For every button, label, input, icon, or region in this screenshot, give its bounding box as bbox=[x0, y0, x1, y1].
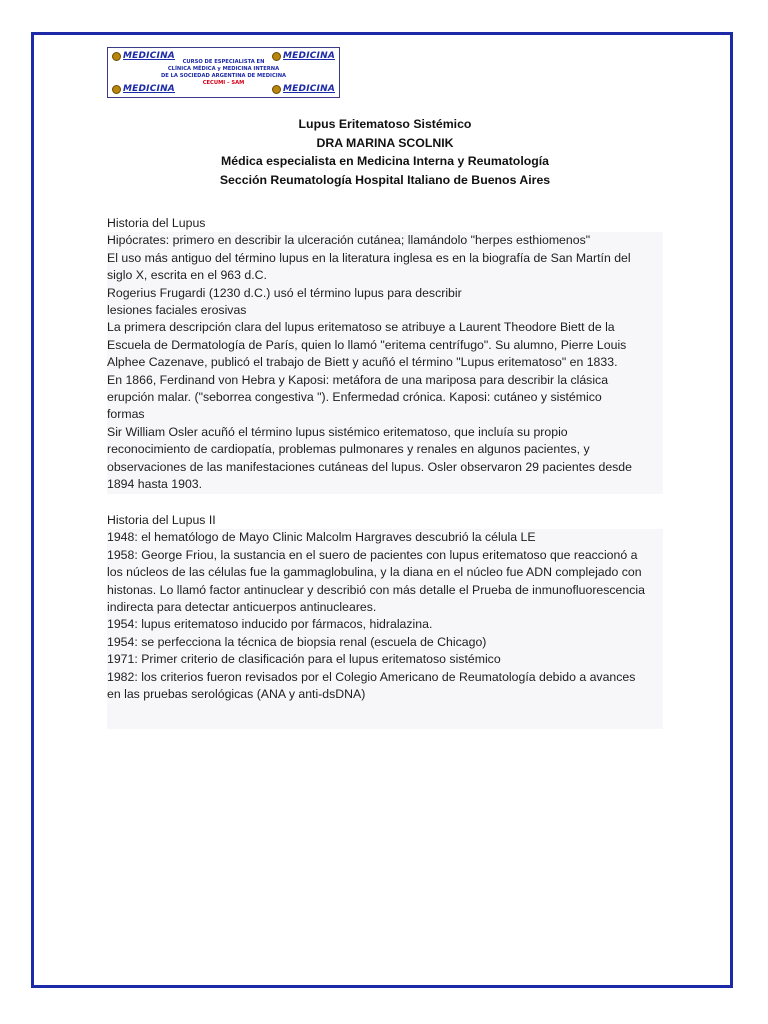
author-specialty: Médica especialista en Medicina Interna y Reumatología bbox=[220, 154, 550, 168]
author-affiliation: Sección Reumatología Hospital Italiano de Buenos Aires bbox=[219, 172, 551, 187]
medicina-logo: MEDICINA bbox=[112, 84, 175, 94]
document-title-block bbox=[107, 115, 663, 189]
section-body: 1948: el hematólogo de Mayo Clinic Malcolm Hargraves descubrió la célula LE 1958: George Friou, la sustancia en el suero de pacientes con lupus eritematoso que reaccionó a los núcleos de las células fue la gammaglobulina, y la diana en el núcleo fue ADN complejado con histonas. Lo llamó factor antinuclear y describió con más detalle el Prueba de inmunofluorescencia indirecta para detectar anticuerpos antinucleares. 1954: lupus eritematoso inducido por fármacos, hidralazina. 1954: se perfecciona la técnica de biopsia renal (escuela de Chicago) 1971: Primer criterio de clasificación para el lupus eritematoso sistémico 1982: los criterios fueron revisados por el Colegio Americano de Reumatología debido a avances en las pruebas serológicas (ANA y anti-dsDNA) bbox=[107, 529, 663, 729]
author-name: DRA MARINA SCOLNIK bbox=[316, 135, 454, 150]
seal-icon bbox=[112, 85, 121, 94]
medicina-logo: MEDICINA bbox=[272, 84, 335, 94]
seal-icon bbox=[112, 52, 121, 61]
section-heading: Historia del Lupus bbox=[107, 216, 206, 230]
medicina-logo: MEDICINA bbox=[112, 51, 175, 61]
section-historia-del-lupus bbox=[107, 215, 663, 494]
section-historia-del-lupus-ii bbox=[107, 512, 663, 729]
section-body: Hipócrates: primero en describir la ulceración cutánea; llamándolo "herpes esthiomenos" El uso más antiguo del término lupus en la literatura inglesa es en la biografía de San Martín del siglo X, escrita en el 963 d.C. Rogerius Frugardi (1230 d.C.) usó el término lupus para describir lesiones faciales erosivas La primera descripción clara del lupus eritematoso se atribuye a Laurent Theodore Biett de la Escuela de Dermatología de París, quien lo llamó "eritema centrífugo". Su alumno, Pierre Louis Alphee Cazenave, publicó el trabajo de Biett y acuñó el término "Lupus eritematoso" en 1833. En 1866, Ferdinand von Hebra y Kaposi: metáfora de una mariposa para describir la clásica erupción malar. ("seborrea congestiva "). Enfermedad crónica. Kaposi: cutáneo y sistémico formas Sir William Osler acuñó el término lupus sistémico eritematoso, que incluía su propio reconocimiento de cardiopatía, problemas pulmonares y renales en algunos pacientes, y observaciones de las manifestaciones cutáneas del lupus. Osler observaron 29 pacientes desde 1894 hasta 1903. bbox=[107, 232, 663, 493]
banner-line: DE LA SOCIEDAD ARGENTINA DE MEDICINA bbox=[160, 73, 287, 79]
banner-text bbox=[148, 59, 299, 87]
medicina-logo: MEDICINA bbox=[272, 51, 335, 61]
banner-line: CLÍNICA MÉDICA y MEDICINA INTERNA bbox=[167, 66, 280, 72]
banner-line: CECUMI – SAM bbox=[202, 80, 245, 86]
course-banner bbox=[107, 47, 340, 98]
document-title: Lupus Eritematoso Sistémico bbox=[298, 117, 472, 131]
section-heading: Historia del Lupus II bbox=[107, 513, 216, 527]
banner-line: CURSO DE ESPECIALISTA EN bbox=[182, 59, 265, 65]
